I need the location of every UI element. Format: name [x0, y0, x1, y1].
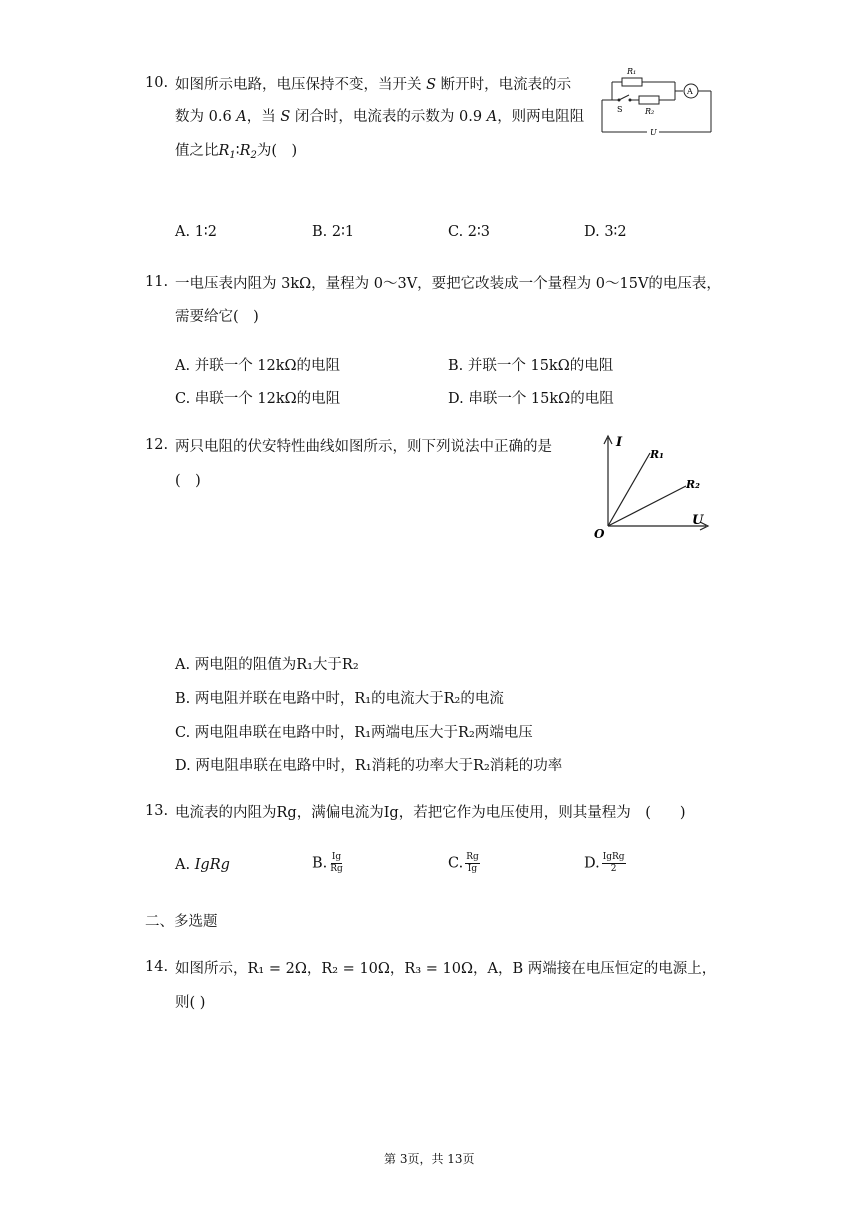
q13-option-a: A. IgRg: [175, 857, 230, 873]
q12-line1: 两只电阻的伏安特性曲线如图所示，则下列说法中正确的是: [175, 439, 552, 455]
q10-option-c: C. 2∶3: [448, 224, 491, 240]
q10-option-b: B. 2∶1: [312, 224, 355, 240]
q11-line1: 一电压表内阻为 3kΩ，量程为 0～3V，要把它改装成一个量程为 0～15V的电压表，: [175, 276, 721, 292]
q11-number: 11.: [145, 274, 169, 290]
q12-fig-r2-label: R₂: [686, 478, 700, 491]
q10-fig-u-label: U: [650, 128, 657, 137]
q12-option-d: D. 两电阻串联在电路中时，R₁消耗的功率大于R₂消耗的功率: [175, 758, 563, 774]
q10-line2: 数为 0.6 A，当 S 闭合时，电流表的示数为 0.9 A，则两电阻阻: [175, 109, 585, 125]
q14-line1: 如图所示，R₁ = 2Ω，R₂ = 10Ω，R₃ = 10Ω，A，B 两端接在电压恒定的电源上，: [175, 961, 717, 977]
q13-option-d: D. $\frac{\text{IgRg}}{2}$: [584, 852, 625, 874]
q11-option-d: D. 串联一个 15kΩ的电阻: [448, 391, 614, 407]
q12-option-b: B. 两电阻并联在电路中时，R₁的电流大于R₂的电流: [175, 691, 504, 707]
q13-line1: 电流表的内阻为Rg，满偏电流为Ig，若把它作为电压使用，则其量程为 ( ): [175, 805, 686, 821]
q12-fig-r1-label: R₁: [650, 448, 664, 461]
q12-fig-origin-label: O: [594, 527, 605, 541]
q12-fig-i-label: I: [616, 435, 623, 450]
q10-fig-ammeter-label: A: [687, 87, 693, 96]
q11-line2: 需要给它( ): [175, 309, 259, 325]
q13-number: 13.: [145, 803, 169, 819]
q10-line1: 如图所示电路，电压保持不变，当开关 S 断开时，电流表的示: [175, 77, 572, 93]
page-footer: 第 3页，共 13页: [384, 1152, 475, 1166]
q10-fig-r1-label: R₁: [627, 67, 637, 76]
q13-option-b: B. $\frac{Ig}{Rg}$: [312, 852, 343, 874]
q10-fig-s-label: S: [617, 105, 623, 114]
q11-option-b: B. 并联一个 15kΩ的电阻: [448, 358, 614, 374]
q13-option-c: C. $\frac{Rg}{Ig}$: [448, 852, 479, 874]
q12-iu-graph: [588, 428, 718, 543]
q12-option-a: A. 两电阻的阻值为R₁大于R₂: [175, 657, 359, 673]
q10-line3: 值之比$R_1∶R_2$为( ): [175, 143, 298, 161]
q11-option-c: C. 串联一个 12kΩ的电阻: [175, 391, 341, 407]
q10-number: 10.: [145, 75, 169, 91]
q10-fig-r2-label: R₂: [645, 107, 655, 116]
section-multi-choice-heading: 二、多选题: [145, 914, 218, 930]
q12-number: 12.: [145, 437, 169, 453]
q13-option-a-value: IgRg: [194, 857, 230, 873]
q10-option-a: A. 1∶2: [175, 224, 217, 240]
q12-line2: ( ): [175, 473, 201, 489]
q14-line2: 则( ): [175, 995, 206, 1011]
q11-option-a: A. 并联一个 12kΩ的电阻: [175, 358, 341, 374]
q14-number: 14.: [145, 959, 169, 975]
q12-fig-u-label: U: [692, 513, 704, 528]
q10-circuit-diagram: [597, 60, 717, 140]
q10-option-d: D. 3∶2: [584, 224, 627, 240]
q12-option-c: C. 两电阻串联在电路中时，R₁两端电压大于R₂两端电压: [175, 725, 533, 741]
